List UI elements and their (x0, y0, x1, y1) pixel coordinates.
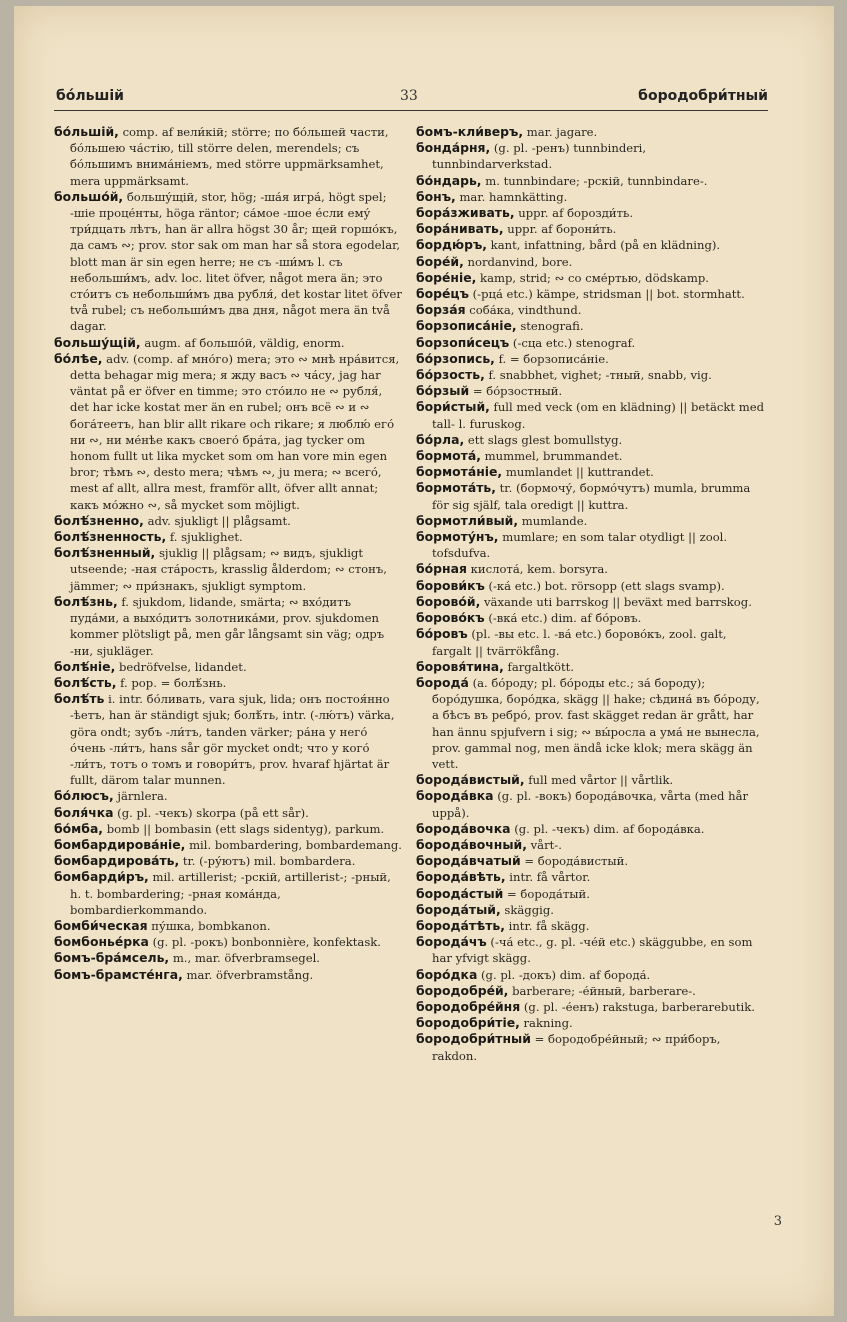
headword: болѣ́ніе, (54, 658, 116, 674)
definition: (pl. -вы etc. l. -ва́ etc.) борово́къ, zool. galt, fargalt || tvärrökfång. (432, 627, 727, 658)
dictionary-entry (54, 788, 402, 804)
dictionary-entry (416, 221, 766, 237)
headword: бомби́ческая (54, 917, 148, 933)
headword: бо́рзость, (416, 367, 485, 383)
headword: бо́ровъ (416, 626, 468, 642)
headword: борода́вѣть, (416, 869, 506, 885)
dictionary-entry (416, 399, 766, 431)
headword: борода́стый (416, 885, 504, 901)
dictionary-entry (416, 335, 766, 351)
headword: бо́рзопись, (416, 350, 495, 366)
headword: бора́нивать, (416, 221, 504, 237)
page-number: 33 (400, 88, 418, 104)
dictionary-entry (416, 351, 766, 367)
headword: бормота́ніе, (416, 464, 503, 480)
definition: barberare; -е́йный, barberare-. (512, 983, 696, 998)
headword: бонъ, (416, 188, 456, 204)
definition: m., mar. öfverbramsegel. (172, 951, 320, 966)
headword: бомбардирова́ть, (54, 853, 180, 869)
headword: бонда́рня, (416, 140, 491, 156)
definition: rakning. (523, 1016, 573, 1031)
definition: f. = борзописа́ніе. (498, 351, 609, 366)
dictionary-entry (416, 821, 766, 837)
headword: борода́тый, (416, 901, 501, 917)
definition: ett slags glest bomullstyg. (467, 432, 623, 447)
definition: (g. pl. -чекъ) dim. af борода́вка. (514, 821, 705, 836)
headword: бомбардирова́ніе, (54, 836, 186, 852)
headword: боре́цъ (416, 286, 469, 302)
dictionary-entry (416, 140, 766, 172)
definition: f. sjukdom, lidande, smärta; ∾ вхо́дитъ пуда́ми, а выхо́дитъ золотника́ми, prov. sjukdomen kommer plötsligt på, men går långsamt sin väg; одръ -ни, sjukläger. (70, 594, 385, 658)
definition: bedröfvelse, lidandet. (118, 659, 247, 674)
header-right-guide-word: бородобри́тный (638, 88, 768, 104)
dictionary-entry (54, 967, 402, 983)
headword: болѣ́знь, (54, 593, 118, 609)
dictionary-entry (416, 1015, 766, 1031)
definition: skäggig. (504, 902, 554, 917)
dictionary-entry (54, 529, 402, 545)
definition: = бородобре́йный; ∾ при́боръ, rakdon. (432, 1032, 721, 1063)
dictionary-entry (54, 691, 402, 788)
dictionary-entry (416, 254, 766, 270)
definition: = борода́вистый. (524, 854, 629, 869)
definition: (g. pl. -вокъ) борода́вочка, vårta (med hår uppå). (432, 789, 749, 820)
definition: mar. jagare. (526, 125, 598, 139)
headword: болѣ́зненно, (54, 512, 144, 528)
definition: full med veck (om en klädning) || betäckt med tall- l. furuskog. (432, 400, 764, 431)
headword: борово́й, (416, 593, 481, 609)
dictionary-entry (416, 318, 766, 334)
dictionary-entry (54, 594, 402, 659)
headword: болѣ́зненный, (54, 545, 156, 561)
headword: борза́я (416, 302, 466, 318)
dictionary-entry (54, 189, 402, 335)
dictionary-entry (416, 432, 766, 448)
definition: mil. artillerist; -рскій, artillerist-; -рный, h. t. bombardering; -рная кома́нда, bombardierkommando. (70, 870, 391, 917)
dictionary-entry (416, 286, 766, 302)
definition: i. intr. бо́ливать, vara sjuk, lida; онъ постоя́нно -ѣетъ, han är ständigt sjuk; болѣ́ть, intr. (-лю́тъ) värka, göra ondt; зубъ -ли́тъ, tanden värker; ра́на у него́ о́чень -ли́тъ, hans sår gör mycket ondt; что у кого́ -ли́тъ, тотъ о томъ и говори́тъ, prov. hvaraf hjärtat är fullt, därom talar munnen. (70, 692, 395, 788)
headword: бо́льшій, (54, 124, 119, 139)
headword: борзописа́ніе, (416, 318, 517, 334)
dictionary-entry (416, 383, 766, 399)
definition: bomb || bombasin (ett slags sidentyg), parkum. (106, 821, 385, 836)
definition: adv. sjukligt || plågsamt. (147, 513, 291, 528)
right-column (416, 124, 766, 1064)
definition: пу́шка, bombkanon. (151, 918, 271, 933)
definition: f. sjuklighet. (169, 530, 243, 545)
dictionary-entry (416, 1031, 766, 1063)
dictionary-entry (416, 205, 766, 221)
definition: järnlera. (117, 789, 168, 804)
definition: (a. бо́роду; pl. бо́роды etc.; за́ бороду); боро́душка, боро́дка, skägg || hake; сѣдина́ въ бо́роду, а бѣсъ въ ребро́, prov. fast skägget redan är grått, har han ännu spjufvern i sig; ∾ вы́росла а ума́ не вынесла, prov. gammal nog, men ändå icke klok; mera skägg än vett. (432, 675, 760, 771)
dictionary-entry (416, 918, 766, 934)
dictionary-entry (416, 302, 766, 318)
dictionary-entry (416, 513, 766, 529)
definition: (-рца́ etc.) kämpe, stridsman || bot. stormhatt. (472, 287, 745, 302)
dictionary-entry (416, 578, 766, 594)
dictionary-entry (416, 967, 766, 983)
definition: mar. öfverbramstång. (186, 967, 314, 982)
definition: большу́щій, stor, hög; -ша́я игра́, högt spel; -шіе проце́нты, höga räntor; са́мое -шое е́сли ему́ три́дцать лѣтъ, han är allra högst 30 år; щей горшо́къ, да самъ ∾; prov. stor sak om man har så stora egodelar, blott man är sin egen herre; не съ -ши́мъ l. съ небольши́мъ, adv. loc. litet öfver, något mera än; это сто́итъ съ небольши́мъ два рубля́, det kostar litet öfver två rubel; съ небольши́мъ два дня, något mera än två dagar. (70, 189, 402, 334)
dictionary-entry (416, 837, 766, 853)
dictionary-entry (54, 659, 402, 675)
definition: (g. pl. -ренъ) tunnbinderi, tunnbindarverkstad. (432, 141, 647, 172)
header-left-guide-word: бо́льшій (56, 88, 124, 104)
headword: бо́лѣе, (54, 350, 103, 366)
headword: бормота́ть, (416, 480, 496, 496)
definition: adv. (comp. af мно́го) mera; это ∾ мнѣ нра́вится, detta behagar mig mera; я жду васъ ∾ ча́су, jag har väntat på er öfver en timme; это сто́ило не ∾ рубля́, det har icke kostat mer än en rubel; онъ всё ∾ и ∾ бога́теетъ, han blir allt rikare och rikare; я люблю́ его́ ни ∾, ни ме́нѣе какъ своего́ бра́та, jag tycker om honom fullt ut lika mycket som om han vore min egen bror; тѣмъ ∾, desto mera; чѣмъ ∾, ju mera; ∾ всего́, mest af allt, allra mest, framför allt, öfver allt annat; какъ мо́жно ∾, så mycket som möjligt. (70, 351, 400, 512)
dictionary-entry (416, 659, 766, 675)
definition: tr. (-ру́ютъ) mil. bombardera. (182, 854, 356, 869)
definition: comp. af вели́кій; större; по бо́льшей части, бо́льшею ча́стію, till större delen, merendels; съ бо́льшимъ внима́ніемъ, med större uppmärksamhet, mera uppmärksamt. (70, 125, 389, 188)
dictionary-entry (416, 675, 766, 772)
headword: борода́вочка (416, 820, 511, 836)
headword: большо́й, (54, 188, 124, 204)
headword: бормоту́нъ, (416, 529, 499, 545)
definition: соба́ка, vindthund. (469, 303, 582, 318)
dictionary-entry (54, 805, 402, 821)
dictionary-entry (54, 869, 402, 918)
headword: бомбарди́ръ, (54, 869, 149, 885)
dictionary-entry (416, 869, 766, 885)
dictionary-entry (416, 561, 766, 577)
dictionary-entry (54, 675, 402, 691)
headword: бомъ-кли́веръ, (416, 124, 524, 139)
definition: f. snabbhet, vighet; -тный, snabb, vig. (488, 368, 712, 383)
definition: stenografi. (520, 319, 584, 334)
left-column (54, 124, 402, 983)
dictionary-entry (416, 853, 766, 869)
definition: vårt-. (530, 837, 562, 852)
headword: бо́рная (416, 561, 467, 577)
headword: болѣ́сть, (54, 674, 117, 690)
definition: intr. få vårtor. (509, 870, 591, 885)
dictionary-entry (54, 335, 402, 351)
dictionary-entry (54, 918, 402, 934)
headword: бородобре́й, (416, 982, 509, 998)
definition: växande uti barrskog || beväxt med barrskog. (483, 594, 752, 609)
dictionary-entry (54, 821, 402, 837)
headword: бомъ-бра́мсель, (54, 950, 170, 966)
definition: (g. pl. -е́енъ) rakstuga, barberarebutik. (523, 999, 755, 1014)
definition: nordanvind, bore. (467, 254, 573, 269)
headword: болѣ́зненность, (54, 529, 167, 545)
dictionary-entry (416, 189, 766, 205)
headword: бородобри́тіе, (416, 1015, 520, 1031)
dictionary-entry (416, 270, 766, 286)
definition: uppr. af борони́ть. (507, 222, 617, 237)
headword: бо́ндарь, (416, 172, 482, 188)
definition: m. tunnbindare; -рскій, tunnbindare-. (485, 173, 708, 188)
dictionary-entry (416, 124, 766, 140)
definition: full med vårtor || vårtlik. (528, 773, 674, 788)
dictionary-entry (54, 950, 402, 966)
dictionary-entry (416, 626, 766, 658)
dictionary-entry (416, 886, 766, 902)
definition: mummel, brummandet. (484, 449, 623, 464)
definition: uppr. af борозди́ть. (518, 206, 634, 221)
definition: mil. bombardering, bombardemang. (189, 837, 402, 852)
headword: боро́дка (416, 966, 478, 982)
definition: (g. pl. -докъ) dim. af борода́. (481, 967, 651, 982)
headword: борода́вистый, (416, 772, 525, 788)
dictionary-entry (416, 594, 766, 610)
headword: бо́мба, (54, 820, 104, 836)
dictionary-entry (54, 545, 402, 594)
definition: (-ка́ etc.) bot. rörsopp (ett slags svamp). (488, 578, 725, 593)
headword: бо́люсъ, (54, 788, 114, 804)
headword: бордю́ръ, (416, 237, 487, 253)
headword: боля́чка (54, 804, 114, 820)
dictionary-entry (54, 124, 402, 189)
dictionary-entry (416, 772, 766, 788)
dictionary-entry (416, 367, 766, 383)
headword: бори́стый, (416, 399, 490, 415)
dictionary-entry (416, 480, 766, 512)
headword: борово́къ (416, 610, 485, 626)
definition: (g. pl. -рокъ) bonbonnière, konfektask. (152, 935, 381, 950)
definition: кислота́, kem. borsyra. (470, 562, 608, 577)
headword: борода́вочный, (416, 836, 527, 852)
headword: бормотли́вый, (416, 512, 519, 528)
headword: бомбонье́рка (54, 934, 149, 950)
headword: боровя́тина, (416, 658, 504, 674)
definition: (-ча́ etc., g. pl. -че́й etc.) skäggubbe, en som har yfvigt skägg. (432, 935, 753, 966)
dictionary-entry (416, 610, 766, 626)
running-header (54, 88, 768, 111)
dictionary-entry (416, 448, 766, 464)
headword: боре́й, (416, 253, 464, 269)
headword: бо́рла, (416, 431, 465, 447)
definition: intr. få skägg. (508, 918, 590, 933)
headword: бородобри́тный (416, 1031, 531, 1047)
definition: = бо́рзостный. (472, 384, 563, 399)
dictionary-entry (54, 837, 402, 853)
dictionary-entry (416, 464, 766, 480)
definition: augm. af большо́й, väldig, enorm. (144, 335, 345, 350)
definition: f. pop. = болѣ́знь. (120, 675, 227, 690)
definition: mumlandet || kuttrandet. (505, 465, 654, 480)
sheet-number: 3 (773, 1214, 782, 1229)
dictionary-entry (416, 173, 766, 189)
headword: борода́вчатый (416, 853, 521, 869)
dictionary-entry (416, 788, 766, 820)
definition: (-сца etc.) stenograf. (512, 335, 636, 350)
headword: бормота́, (416, 448, 481, 464)
headword: борода́ (416, 674, 469, 690)
headword: борода́чъ (416, 934, 487, 950)
headword: болѣ́ть (54, 691, 105, 707)
dictionary-entry (416, 237, 766, 253)
dictionary-page (14, 6, 834, 1316)
definition: tr. (бормочу́, бормо́чутъ) mumla, brumma för sig själf, tala oredigt || kuttra. (432, 481, 751, 512)
definition: kamp, strid; ∾ со сме́ртью, dödskamp. (480, 270, 709, 285)
dictionary-entry (54, 513, 402, 529)
headword: бо́рзый (416, 383, 470, 399)
headword: боре́ніе, (416, 269, 477, 285)
definition: mumlande. (521, 513, 588, 528)
definition: fargaltkött. (507, 659, 574, 674)
headword: бородобре́йня (416, 998, 521, 1014)
definition: (g. pl. -чекъ) skorpa (på ett sår). (117, 805, 309, 820)
headword: борода́тѣть, (416, 917, 505, 933)
headword: борови́къ (416, 577, 485, 593)
definition: = борода́тый. (507, 886, 590, 901)
definition: mumlare; en som talar otydligt || zool. tofsdufva. (432, 530, 728, 561)
dictionary-entry (54, 853, 402, 869)
definition: (-вка́ etc.) dim. af бо́ровъ. (488, 611, 642, 626)
dictionary-entry (54, 934, 402, 950)
definition: kant, infattning, bård (på en klädning). (490, 238, 721, 253)
definition: mar. hamnkätting. (459, 189, 568, 204)
headword: бора́зживать, (416, 205, 515, 221)
headword: борзопи́сецъ (416, 334, 510, 350)
dictionary-entry (416, 999, 766, 1015)
dictionary-entry (416, 529, 766, 561)
definition: sjuklig || plågsam; ∾ видъ, sjukligt utseende; -ная ста́рость, krasslig ålderdom; ∾ стонъ, jämmer; ∾ при́знакъ, sjukligt symptom. (70, 546, 387, 593)
dictionary-entry (54, 351, 402, 513)
headword: бомъ-брамсте́нга, (54, 966, 183, 982)
dictionary-entry (416, 983, 766, 999)
dictionary-entry (416, 934, 766, 966)
dictionary-entry (416, 902, 766, 918)
headword: борода́вка (416, 788, 494, 804)
headword: большу́щій, (54, 334, 141, 350)
